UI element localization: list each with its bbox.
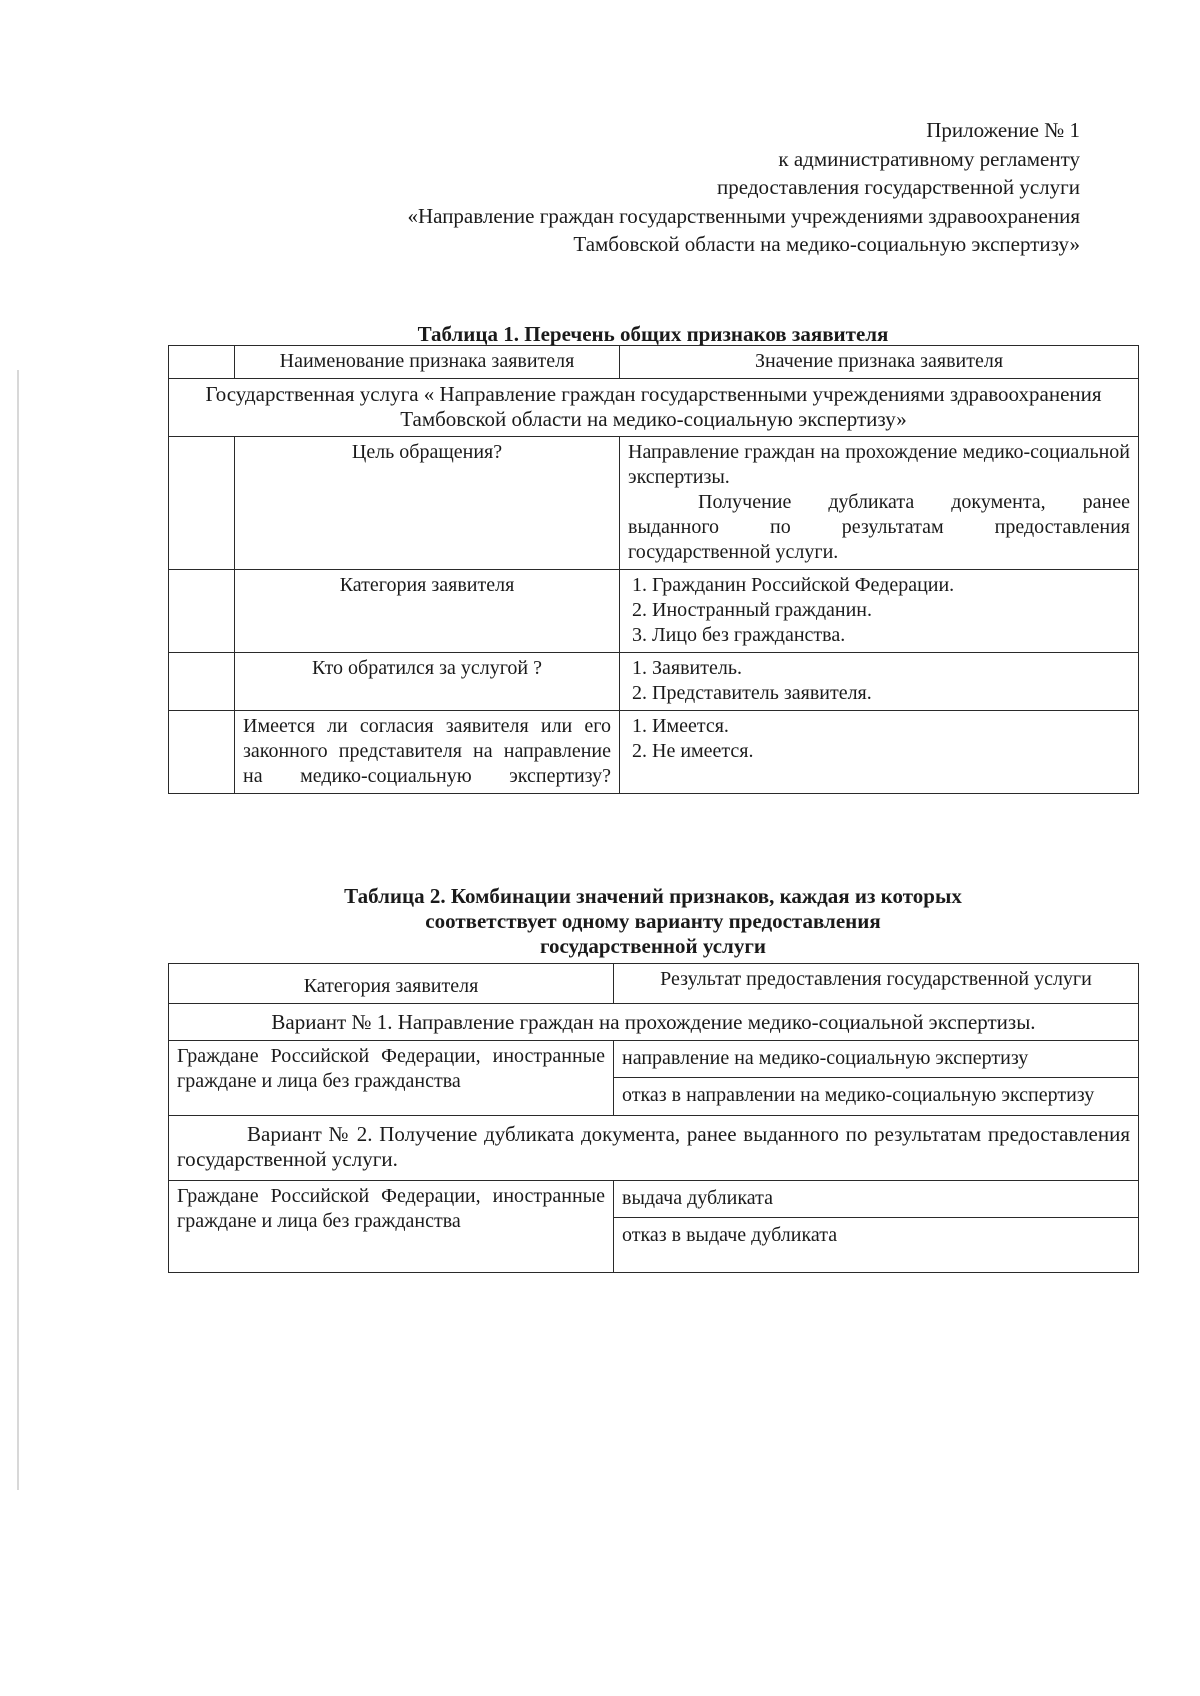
- empty-cell: [169, 346, 235, 379]
- table1-title: Таблица 1. Перечень общих признаков заявителя: [417, 322, 889, 346]
- table-header-row: [169, 964, 1139, 1004]
- column-header-value: Значение признака заявителя: [620, 346, 1139, 379]
- attribute-value: 3. Лицо без гражданства.: [632, 624, 846, 646]
- service-name: Государственная услуга « Направление граждан государственными учреждениями здравоохранения Тамбовской области на медико-социальную экспертизу»: [169, 379, 1139, 437]
- attribute-values: [620, 437, 1139, 570]
- applicant-category: Граждане Российской Федерации, иностранные граждане и лица без гражданства: [169, 1041, 614, 1116]
- table-row: [169, 711, 1139, 794]
- table2-title-line: государственной услуги: [540, 934, 766, 958]
- header-line: «Направление граждан государственными учреждениями здравоохранения: [407, 203, 1080, 228]
- variant-title: Вариант № 2. Получение дубликата документа, ранее выданного по результатам предоставления государственной услуги.: [169, 1116, 1139, 1181]
- attribute-value: 2. Представитель заявителя.: [632, 682, 872, 704]
- service-row: [169, 379, 1139, 437]
- header-line: к административному регламенту: [778, 146, 1080, 171]
- attribute-values: [620, 711, 1139, 794]
- service-result: отказ в направлении на медико-социальную экспертизу: [614, 1078, 1139, 1116]
- applicant-category: Граждане Российской Федерации, иностранные граждане и лица без гражданства: [169, 1181, 614, 1273]
- attribute-value: 1. Гражданин Российской Федерации.: [632, 574, 955, 596]
- table-row: [169, 570, 1139, 653]
- attribute-name: Имеется ли согласия заявителя или его законного представителя на направление на медико-социальную экспертизу?: [235, 711, 620, 794]
- empty-cell: [169, 653, 235, 711]
- variant-row: [169, 1116, 1139, 1181]
- table-header-row: [169, 346, 1139, 379]
- service-result: отказ в выдаче дубликата: [614, 1218, 1139, 1273]
- header-line: предоставления государственной услуги: [717, 175, 1080, 199]
- attribute-name: Категория заявителя: [235, 570, 620, 653]
- service-result: выдача дубликата: [614, 1181, 1139, 1218]
- attribute-value: 2. Иностранный гражданин.: [632, 599, 872, 621]
- attribute-value: 1. Заявитель.: [632, 657, 742, 679]
- service-result: направление на медико-социальную экспертизу: [614, 1041, 1139, 1078]
- attribute-value: 1. Имеется.: [632, 715, 729, 737]
- table-row: [169, 1181, 1139, 1218]
- attribute-value: Направление граждан на прохождение медико-социальной экспертизы.: [628, 441, 1130, 488]
- empty-cell: [169, 570, 235, 653]
- variant-title: Вариант № 1. Направление граждан на прохождение медико-социальной экспертизы.: [169, 1004, 1139, 1041]
- table-row: [169, 437, 1139, 570]
- table-row: [169, 1041, 1139, 1078]
- attribute-values: [620, 570, 1139, 653]
- applicant-attributes-table: [168, 345, 1139, 794]
- column-header-result: Результат предоставления государственной услуги: [614, 964, 1139, 1004]
- header-line: Тамбовской области на медико-социальную экспертизу»: [573, 232, 1080, 256]
- empty-cell: [169, 437, 235, 570]
- appendix-number: Приложение № 1: [926, 118, 1080, 142]
- table2-title-line: Таблица 2. Комбинации значений признаков, каждая из которых: [344, 884, 962, 908]
- table2-title: [168, 884, 1138, 959]
- column-header-name: Наименование признака заявителя: [235, 346, 620, 379]
- variant-combinations-table: [168, 963, 1139, 1273]
- column-header-category: Категория заявителя: [169, 964, 614, 1004]
- attribute-value: Получение дубликата документа, ранее выданного по результатам предоставления государственной услуги.: [628, 491, 1130, 563]
- table2-title-line: соответствует одному варианту предоставления: [425, 909, 881, 933]
- empty-cell: [169, 711, 235, 794]
- attribute-value: 2. Не имеется.: [632, 740, 754, 762]
- appendix-header: [407, 116, 1080, 259]
- attribute-name: Цель обращения?: [235, 437, 620, 570]
- table-row: [169, 653, 1139, 711]
- attribute-values: [620, 653, 1139, 711]
- variant-row: [169, 1004, 1139, 1041]
- scan-edge-line: [17, 370, 19, 1490]
- attribute-name: Кто обратился за услугой ?: [235, 653, 620, 711]
